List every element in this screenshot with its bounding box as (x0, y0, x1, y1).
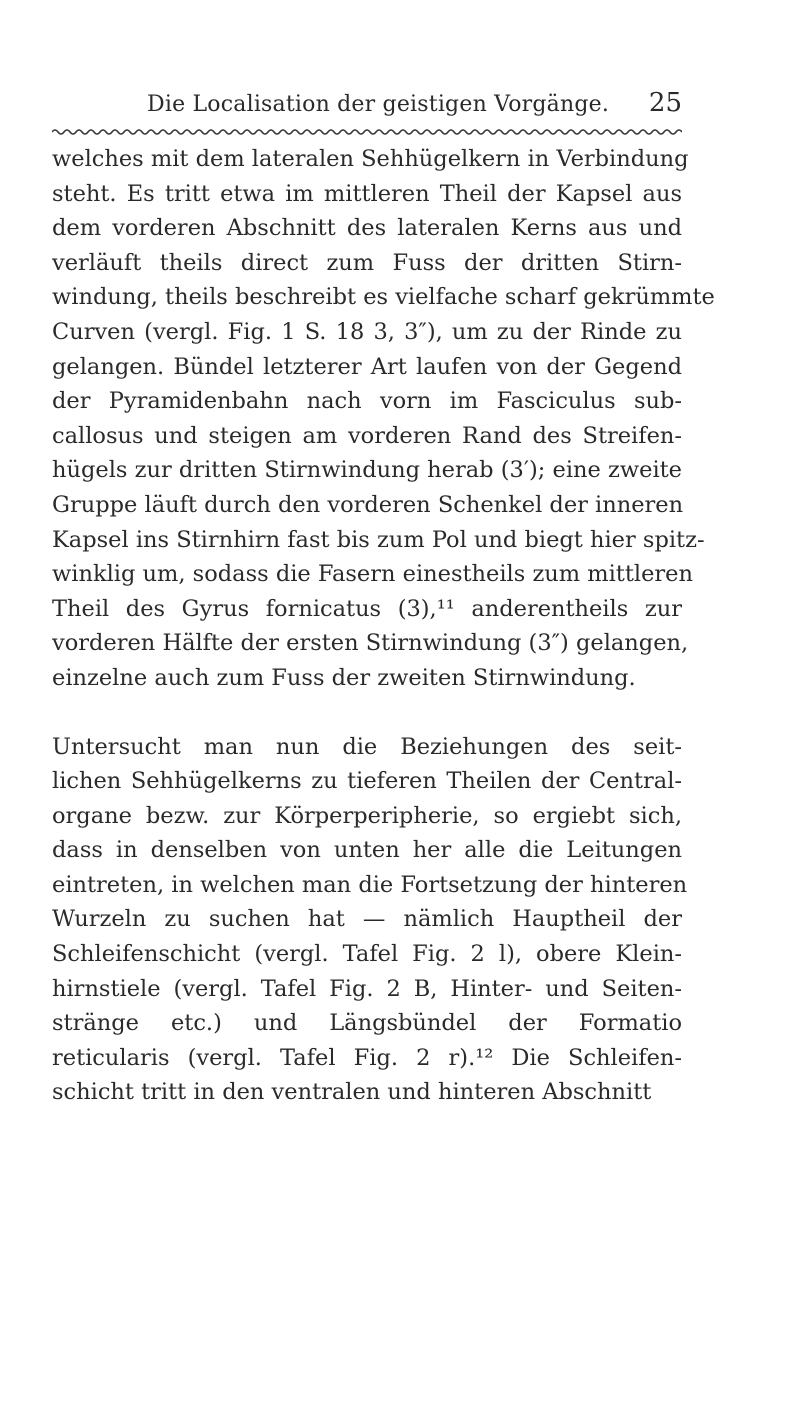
text-line: dem vorderen Abschnitt des lateralen Kerns aus und (52, 215, 682, 242)
text-line: Theil des Gyrus fornicatus (3),¹¹ anderentheils zur (52, 595, 682, 622)
text-line: eintreten, in welchen man die Fortsetzung der hinteren (52, 871, 688, 898)
text-line: der Pyramidenbahn nach vorn im Fasciculus sub- (52, 388, 682, 415)
text-line: steht. Es tritt etwa im mittleren Theil der Kapsel aus (52, 180, 682, 207)
text-line: schicht tritt in den ventralen und hinteren Abschnitt (52, 1079, 652, 1106)
page-number: 25 (648, 88, 682, 118)
text-line: welches mit dem lateralen Sehhügelkern in Verbindung (52, 146, 689, 172)
text-line: callosus und steigen am vorderen Rand des Streifen- (52, 422, 682, 449)
text-line: Wurzeln zu suchen hat — nämlich Hauptheil der (52, 906, 682, 933)
text-line: windung, theils beschreibt es vielfache scharf gekrümmte (52, 284, 715, 311)
text-line: Schleifenschicht (vergl. Tafel Fig. 2 l), obere Klein- (52, 941, 682, 968)
text-line: Kapsel ins Stirnhirn fast bis zum Pol und biegt hier spitz- (52, 526, 705, 553)
text-line: lichen Sehhügelkerns zu tieferen Theilen der Central- (52, 768, 682, 795)
text-line: hügels zur dritten Stirnwindung herab (3′); eine zweite (52, 457, 682, 484)
body-text (52, 142, 715, 1110)
running-title: Die Localisation der geistigen Vorgänge. (147, 92, 610, 117)
paragraph-1 (52, 142, 715, 696)
text-line: organe bezw. zur Körperperipherie, so ergiebt sich, (52, 802, 682, 829)
text-line: Curven (vergl. Fig. 1 S. 18 3, 3″), um zu der Rinde zu (52, 318, 682, 345)
text-line: gelangen. Bündel letzterer Art laufen von der Gegend (52, 353, 682, 380)
text-line: hirnstiele (vergl. Tafel Fig. 2 B, Hinter- und Seiten- (52, 975, 682, 1002)
text-line: einzelne auch zum Fuss der zweiten Stirnwindung. (52, 664, 636, 691)
text-line: vorderen Hälfte der ersten Stirnwindung (3″) gelangen, (52, 630, 689, 657)
text-line: winklig um, sodass die Fasern einestheils zum mittleren (52, 561, 693, 588)
text-line: Gruppe läuft durch den vorderen Schenkel der inneren (52, 491, 684, 518)
text-line: reticularis (vergl. Tafel Fig. 2 r).¹² Die Schleifen- (52, 1044, 682, 1071)
text-line: dass in denselben von unten her alle die Leitungen (52, 837, 682, 864)
running-header (52, 88, 682, 128)
decorative-wavy-rule (52, 128, 682, 136)
text-line: stränge etc.) und Längsbündel der Formatio (52, 1010, 682, 1037)
paragraph-2 (52, 730, 688, 1111)
text-line: verläuft theils direct zum Fuss der dritten Stirn- (52, 249, 682, 276)
text-line: Untersucht man nun die Beziehungen des seit- (52, 733, 682, 760)
